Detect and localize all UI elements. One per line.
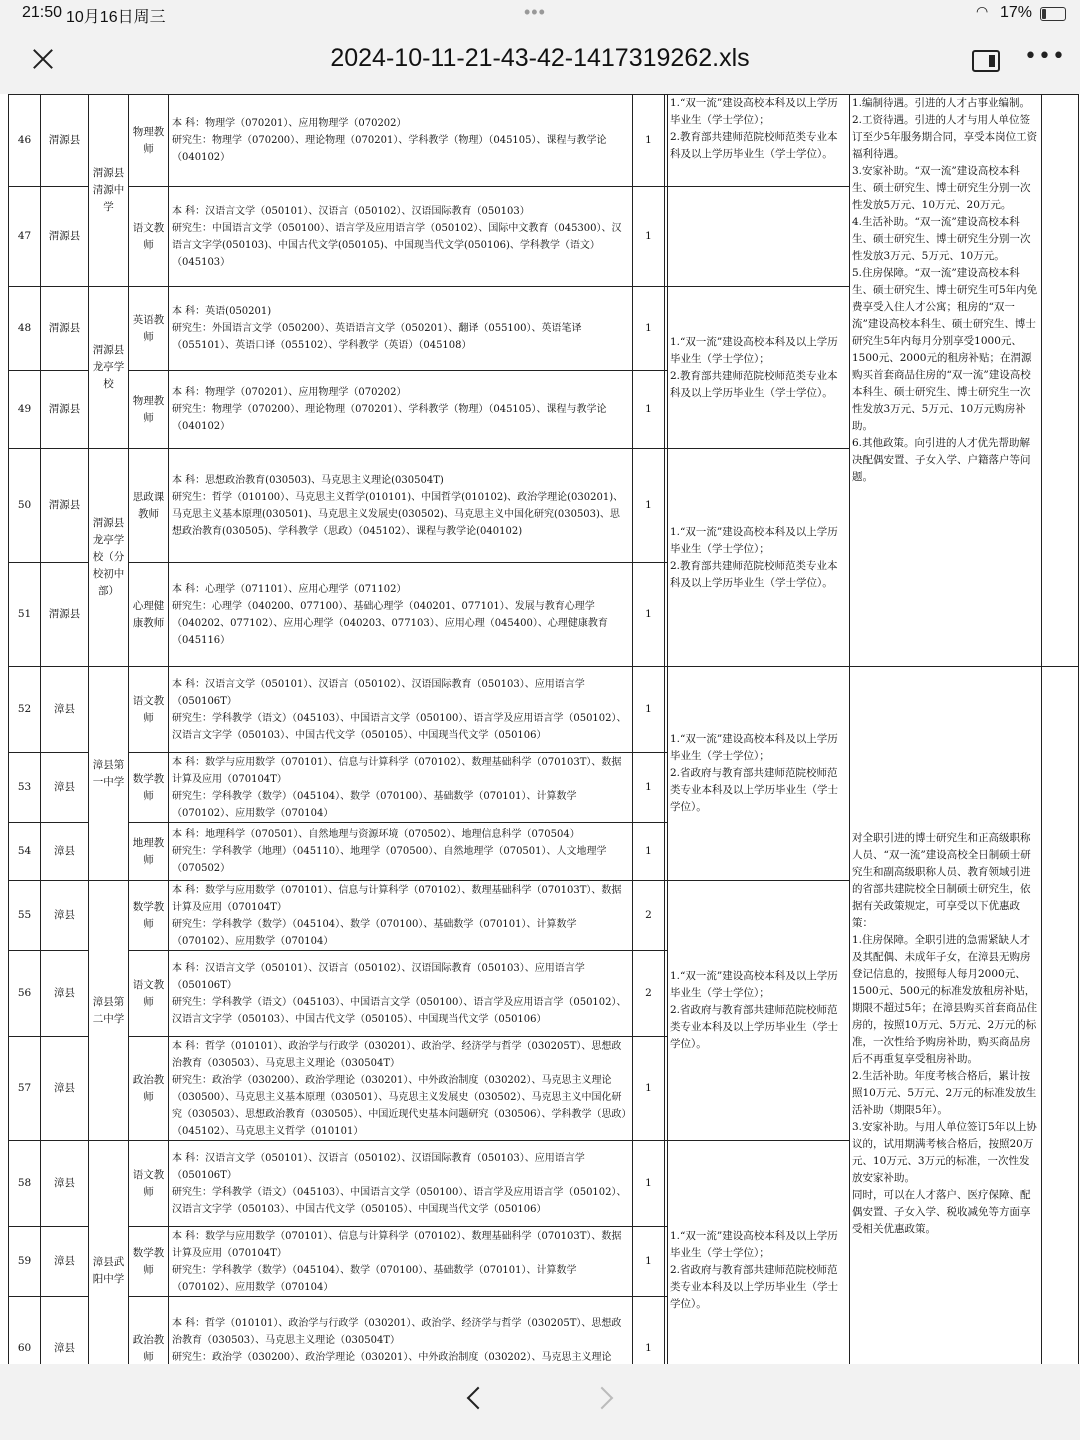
count-cell: 1 [633, 287, 665, 371]
row-number: 48 [9, 287, 41, 371]
requirement-cell: 本 科：数学与应用数学（070101）、信息与计算科学（070102）、数理基础科学（070103T）、数据计算及应用（070104T） 研究生：学科教学（数学）（045104）、数学（070100）、基础数学（070101）、计算数学（070102）、应用数学（070104） [169, 881, 633, 951]
count-cell: 1 [633, 1227, 665, 1297]
battery-percent: 17% [1000, 4, 1033, 21]
requirement-cell: 本 科：数学与应用数学（070101）、信息与计算科学（070102）、数理基础科学（070103T）、数据计算及应用（070104T） 研究生：学科教学（数学）（045104）、数学（070100）、基础数学（070101）、计算数学（070102）、应用数学（070104） [169, 1227, 633, 1297]
row-number: 53 [9, 753, 41, 823]
position-cell: 语文教师 [129, 667, 169, 753]
requirement-cell: 本 科：心理学（071101）、应用心理学（071102） 研究生：心理学（040200、077100）、基础心理学（040201、077101）、发展与教育心理学（040202、077102）、应用心理学（040203、077103）、应用心理（045400）、心理健康教育（045116） [169, 563, 633, 667]
county-cell: 漳县 [41, 823, 89, 881]
condition-cell: 1.“双一流”建设高校本科及以上学历毕业生（学士学位）； 2.教育部共建师范院校师范类专业本科及以上学历毕业生（学士学位）。 [668, 287, 850, 449]
position-cell: 数学教师 [129, 1227, 169, 1297]
row-number: 56 [9, 951, 41, 1037]
status-bar [0, 0, 1080, 28]
position-cell: 物理教师 [129, 371, 169, 449]
row-number: 59 [9, 1227, 41, 1297]
spacer-cell [665, 1037, 668, 1141]
count-cell: 1 [633, 667, 665, 753]
bottom-toolbar [0, 1364, 1080, 1440]
county-cell: 渭源县 [41, 371, 89, 449]
school-cell: 渭源县清源中学 [89, 95, 129, 287]
school-cell: 漳县武阳中学 [89, 1141, 129, 1401]
spacer-cell [665, 1227, 668, 1297]
condition-cell: 1.“双一流”建设高校本科及以上学历毕业生（学士学位）； 2.省政府与教育部共建师范院校师范类专业本科及以上学历毕业生（学士学位）。 [668, 667, 850, 881]
table-row [9, 95, 1079, 187]
requirement-cell: 本 科：物理学（070201）、应用物理学（070202） 研究生：物理学（070200）、理论物理（070201）、学科教学（物理）（045105）、课程与教学论（040102） [169, 95, 633, 187]
county-cell: 漳县 [41, 881, 89, 951]
condition-cell: 1.“双一流”建设高校本科及以上学历毕业生（学士学位）； 2.教育部共建师范院校师范类专业本科及以上学历毕业生（学士学位）。 [668, 95, 850, 187]
row-number: 54 [9, 823, 41, 881]
school-cell: 渭源县龙亭学校 [89, 287, 129, 449]
position-cell: 地理教师 [129, 823, 169, 881]
multitask-dots-icon[interactable]: ••• [524, 2, 546, 22]
requirement-cell: 本 科：数学与应用数学（070101）、信息与计算科学（070102）、数理基础科学（070103T）、数据计算及应用（070104T） 研究生：学科教学（数学）（045104）、数学（070100）、基础数学（070101）、计算数学（070102）、应用数学（070104） [169, 753, 633, 823]
more-options-icon[interactable]: ••• [1024, 44, 1066, 69]
count-cell: 1 [633, 823, 665, 881]
spreadsheet-view[interactable] [0, 94, 1080, 1364]
document-filename: 2024-10-11-21-43-42-1417319262.xls [330, 44, 750, 72]
requirement-cell: 本 科：英语(050201) 研究生：外国语言文学（050200）、英语语言文学（050201）、翻译（055100）、英语笔译（055101）、英语口译（055102）、学科教学（英语）（045108） [169, 287, 633, 371]
row-number: 55 [9, 881, 41, 951]
spacer-cell [665, 371, 668, 449]
position-cell: 语文教师 [129, 951, 169, 1037]
chevron-left-icon[interactable] [462, 1384, 486, 1414]
row-number: 46 [9, 95, 41, 187]
row-number: 51 [9, 563, 41, 667]
requirement-cell: 本 科：汉语言文学（050101）、汉语言（050102）、汉语国际教育（050103）、应用语言学（050106T） 研究生：学科教学（语文）（045103）、中国语言文学（050100）、语言学及应用语言学（050102）、汉语言文字学（050103）、中国古代文学（050105）、中国现当代文学（050106） [169, 667, 633, 753]
position-cell: 语文教师 [129, 187, 169, 287]
row-number: 47 [9, 187, 41, 287]
edge-cell [1042, 667, 1079, 1401]
county-cell: 漳县 [41, 753, 89, 823]
county-cell: 漳县 [41, 1227, 89, 1297]
edge-cell [1042, 95, 1079, 667]
count-cell: 1 [633, 1297, 665, 1401]
position-cell: 政治教师 [129, 1297, 169, 1401]
condition-cell [668, 187, 850, 287]
requirement-cell: 本 科：物理学（070201）、应用物理学（070202） 研究生：物理学（070200）、理论物理（070201）、学科教学（物理）（045105）、课程与教学论（040102） [169, 371, 633, 449]
count-cell: 1 [633, 563, 665, 667]
position-cell: 心理健康教师 [129, 563, 169, 667]
school-cell: 漳县第一中学 [89, 667, 129, 881]
table-row [9, 667, 1079, 753]
battery-icon [1040, 7, 1066, 21]
county-cell: 渭源县 [41, 95, 89, 187]
county-cell: 渭源县 [41, 287, 89, 371]
school-cell: 漳县第二中学 [89, 881, 129, 1141]
policy-cell: 1.编制待遇。引进的人才占事业编制。 2.工资待遇。引进的人才与用人单位签订至少5年服务期合同，享受本岗位工资福利待遇。 3.安家补助。“双一流”建设高校本科生、硕士研究生、博士研究生分别一次性发放5万元、10万元、20万元。 4.生活补助。“双一流”建设高校本科生、硕士研究生、博士研究生分别一次性发放3万元、5万元、10万元。 5.住房保障。“双一流”建设高校本科生、硕士研究生、博士研究生可5年内免费享受入住人才公寓；租房的“双一流”建设高校本科生、硕士研究生、博士研究生5年内每月分别享受1000元、1500元、2000元的租房补贴；在渭源购买首套商品住房的“双一流”建设高校本科生、硕士研究生、博士研究生一次性发放3万元、5万元、10万元购房补助。 6.其他政策。向引进的人才优先帮助解决配偶安置、子女入学、户籍落户等问题。 [850, 95, 1042, 667]
status-time: 21:50 [22, 4, 63, 21]
position-cell: 政治教师 [129, 1037, 169, 1141]
count-cell: 1 [633, 753, 665, 823]
row-number: 52 [9, 667, 41, 753]
requirement-cell: 本 科：汉语言文学（050101）、汉语言（050102）、汉语国际教育（050103）、应用语言学（050106T） 研究生：学科教学（语文）（045103）、中国语言文学（050100）、语言学及应用语言学（050102）、汉语言文字学（050103）、中国古代文学（050105）、中国现当代文学（050106） [169, 951, 633, 1037]
wifi-icon: ◠ [976, 3, 989, 19]
row-number: 58 [9, 1141, 41, 1227]
spacer-cell [665, 563, 668, 667]
chevron-right-icon[interactable] [594, 1384, 618, 1414]
policy-cell: 对全职引进的博士研究生和正高级职称人员、“双一流”建设高校全日制硕士研究生和副高级职称人员、教育领域引进的省部共建院校全日制硕士研究生，依据有关政策规定，可享受以下优惠政策： 1.住房保障。全职引进的急需紧缺人才及其配偶、未成年子女，在漳县无购房登记信息的，按照每人每月2000元、1500元、500元的标准发放租房补贴，期限不超过5年；在漳县购买首套商品住房的，按照10万元、5万元、2万元的标准，一次性给予购房补助，购买商品房后不再重复享受租房补助。 2.生活补助。年度考核合格后，累计按照10万元、5万元、2万元的标准发放生活补助（期限5年）。 3.安家补助。与用人单位签订5年以上协议的，试用期满考核合格后，按照20万元、10万元、3万元的标准，一次性发放安家补助。 同时，可以在人才落户、医疗保障、配偶安置、子女入学、税收减免等方面享受相关优惠政策。 [850, 667, 1042, 1401]
row-number: 57 [9, 1037, 41, 1141]
county-cell: 漳县 [41, 1037, 89, 1141]
document-titlebar [0, 28, 1080, 90]
count-cell: 2 [633, 881, 665, 951]
county-cell: 渭源县 [41, 563, 89, 667]
position-cell: 物理教师 [129, 95, 169, 187]
row-number: 60 [9, 1297, 41, 1401]
county-cell: 渭源县 [41, 187, 89, 287]
row-number: 50 [9, 449, 41, 563]
requirement-cell: 本 科：地理科学（070501）、自然地理与资源环境（070502）、地理信息科学（070504） 研究生：学科教学（地理）（045110）、地理学（070500）、自然地理学（070501）、人文地理学（070502） [169, 823, 633, 881]
row-number: 49 [9, 371, 41, 449]
count-cell: 1 [633, 449, 665, 563]
status-date: 10月16日周三 [66, 9, 166, 26]
count-cell: 1 [633, 1141, 665, 1227]
requirement-cell: 本 科：思想政治教育(030503)、马克思主义理论(030504T) 研究生：哲学（010100）、马克思主义哲学(010101)、中国哲学(010102)、政治学理论(030201)、马克思主义基本原理(030501)、马克思主义发展史(030502)、马克思主义中国化研究(030503)、思想政治教育(030505)、学科教学（思政）（045102）、课程与教学论(040102) [169, 449, 633, 563]
count-cell: 1 [633, 95, 665, 187]
school-cell: 渭源县龙亭学校（分校初中部） [89, 449, 129, 667]
count-cell: 1 [633, 1037, 665, 1141]
reader-view-icon[interactable] [972, 50, 1000, 72]
position-cell: 语文教师 [129, 1141, 169, 1227]
condition-cell: 1.“双一流”建设高校本科及以上学历毕业生（学士学位）； 2.省政府与教育部共建师范院校师范类专业本科及以上学历毕业生（学士学位）。 [668, 881, 850, 1141]
county-cell: 漳县 [41, 1141, 89, 1227]
condition-cell: 1.“双一流”建设高校本科及以上学历毕业生（学士学位）； 2.教育部共建师范院校师范类专业本科及以上学历毕业生（学士学位）。 [668, 449, 850, 667]
requirement-cell: 本 科：哲学（010101）、政治学与行政学（030201）、政治学、经济学与哲学（030205T）、思想政治教育（030503）、马克思主义理论（030504T） 研究生：政治学（030200）、政治学理论（030201）、中外政治制度（030202）、马克思主义理论 [169, 1297, 633, 1401]
requirement-cell: 本 科：汉语言文学（050101）、汉语言（050102）、汉语国际教育（050103） 研究生：中国语言文学（050100）、语言学及应用语言学（050102）、国际中文教育（045300）、汉语言文字学(050103)、中国古代文学(050105)、中国现当代文学(050106)、学科教学（语文）（045103） [169, 187, 633, 287]
county-cell: 漳县 [41, 1297, 89, 1401]
county-cell: 漳县 [41, 667, 89, 753]
spacer-cell [665, 823, 668, 881]
condition-cell: 1.“双一流”建设高校本科及以上学历毕业生（学士学位）； 2.省政府与教育部共建师范院校师范类专业本科及以上学历毕业生（学士学位）。 [668, 1141, 850, 1401]
count-cell: 2 [633, 951, 665, 1037]
position-cell: 思政课教师 [129, 449, 169, 563]
county-cell: 渭源县 [41, 449, 89, 563]
position-cell: 数学教师 [129, 881, 169, 951]
spacer-cell [665, 951, 668, 1037]
position-cell: 英语教师 [129, 287, 169, 371]
county-cell: 漳县 [41, 951, 89, 1037]
requirement-cell: 本 科：汉语言文学（050101）、汉语言（050102）、汉语国际教育（050103）、应用语言学（050106T） 研究生：学科教学（语文）（045103）、中国语言文学（050100）、语言学及应用语言学（050102）、汉语言文字学（050103）、中国古代文学（050105）、中国现当代文学（050106） [169, 1141, 633, 1227]
recruitment-table [8, 94, 1079, 1401]
close-icon[interactable] [28, 44, 58, 74]
position-cell: 数学教师 [129, 753, 169, 823]
count-cell: 1 [633, 371, 665, 449]
requirement-cell: 本 科：哲学（010101）、政治学与行政学（030201）、政治学、经济学与哲学（030205T）、思想政治教育（030503）、马克思主义理论（030504T） 研究生：政治学（030200）、政治学理论（030201）、中外政治制度（030202）、马克思主义理论（030500）、马克思主义基本原理（030501）、马克思主义发展史（030502）、马克思主义中国化研究（030503）、思想政治教育（030505）、中国近现代史基本问题研究（030506）、学科教学（思政）（045102）、马克思主义哲学（010101） [169, 1037, 633, 1141]
spacer-cell [665, 753, 668, 823]
count-cell: 1 [633, 187, 665, 287]
